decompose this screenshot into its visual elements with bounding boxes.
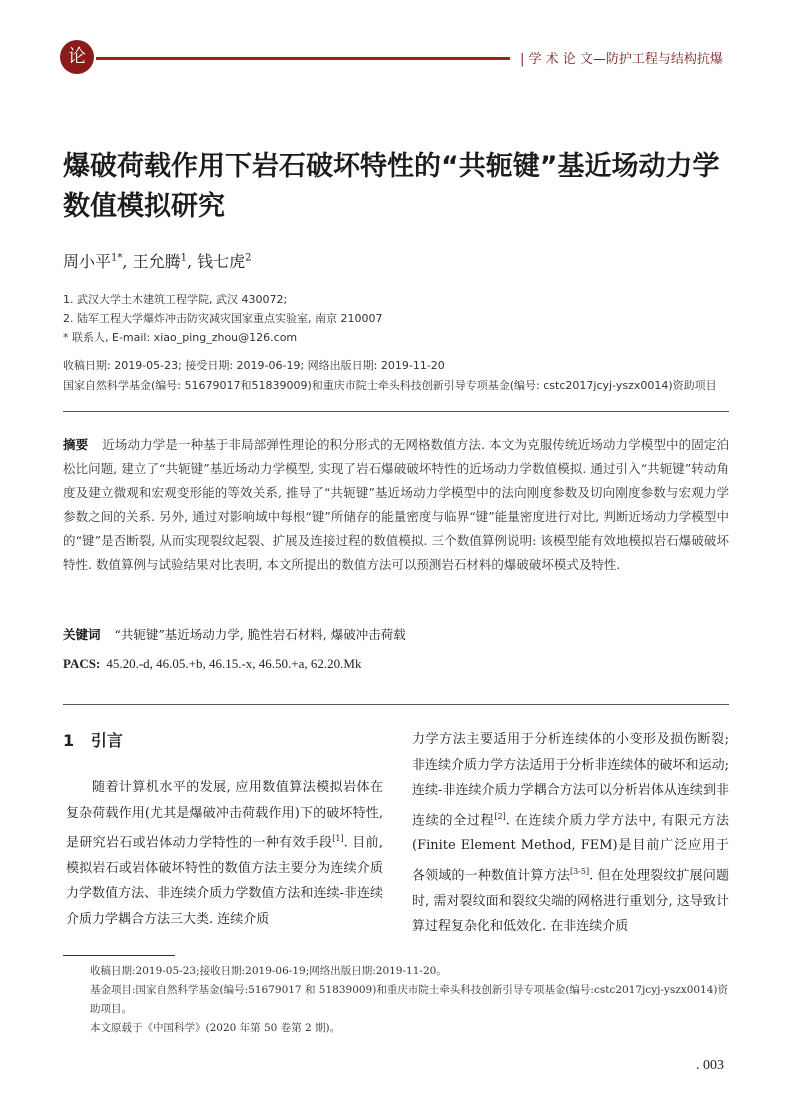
footnote-rule [63, 955, 175, 956]
author-name: 周小平 [63, 252, 112, 271]
body-column-right [412, 727, 729, 940]
citation: [2] [494, 811, 506, 821]
author-mark: 1 [180, 252, 187, 264]
footnote-source: 本文原载于《中国科学》(2020 年第 50 卷第 2 期)。 [90, 1022, 341, 1034]
affiliation-2: 2. 陆军工程大学爆炸冲击防灾减灾国家重点实验室, 南京 210007 [63, 312, 383, 325]
author-list: 周小平$^{1*}$, 王允腾$^1$, 钱七虎$^2$ [63, 252, 252, 271]
divider-top [63, 411, 729, 412]
citation: [3-5] [569, 866, 590, 876]
body-text: . 目前, 模拟岩石或岩体破坏特性的数值方法主要分为连续介质力学数值方法、非连续介质力学数值方法和连续-非连续介质力学耦合方法三大类. 连续介质 [66, 835, 383, 927]
pacs [63, 656, 361, 672]
contact-email: * 联系人, E-mail: xiao_ping_zhou@126.com [63, 331, 298, 344]
section-header: | 学 术 论 文—防护工程与结构抗爆 [520, 52, 723, 67]
paper-title: 爆破荷载作用下岩石破坏特性的“共轭键”基近场动力学数值模拟研究 [63, 151, 720, 222]
author-name: 王允腾 [132, 252, 181, 271]
abstract [63, 433, 729, 577]
section-heading [63, 728, 123, 751]
affiliation-1: 1. 武汉大学土木建筑工程学院, 武汉 430072; [63, 293, 288, 306]
keywords [63, 625, 406, 643]
body-text: 力学方法主要适用于分析连续体的小变形及损伤断裂; 非连续介质力学方法适用于分析非连续体的破坏和运动; 连续-非连续介质力学耦合方法可以分析岩体从连续到非连续的全过程 [412, 732, 729, 828]
page-number: . 003 [696, 1058, 724, 1073]
abstract-label: 摘要 [63, 437, 89, 452]
author-mark: 1* [111, 252, 123, 264]
keywords-text: “共轭键”基近场动力学, 脆性岩石材料, 爆破冲击荷载 [114, 627, 406, 642]
body-column-left [66, 775, 383, 932]
citation: [1] [332, 834, 344, 843]
keywords-label: 关键词 [63, 627, 101, 642]
divider-bottom [63, 704, 729, 705]
pacs-label: PACS: [63, 656, 101, 671]
body-text: . 在连续介质力学方法中, 有限元方法(Finite Element Method, FEM)是目前广泛应用于各领域的一种数值计算方法 [412, 812, 729, 884]
funding-info: 国家自然科学基金(编号: 51679017和51839009)和重庆市院士牵头科技创新引导专项基金(编号: cstc2017jcyj-yszx0014)资助项目 [63, 379, 717, 392]
author-name: 钱七虎 [197, 252, 246, 271]
footnote-funding: 基金项目:国家自然科学基金(编号:51679017 和 51839009)和重庆市院士牵头科技创新引导专项基金(编号:cstc2017jcyj-yszx0014)资助项目。 [90, 984, 729, 1015]
author-mark: 2 [245, 252, 252, 264]
publication-dates: 收稿日期: 2019-05-23; 接受日期: 2019-06-19; 网络出版日期: 2019-11-20 [63, 359, 445, 372]
body-text: 随着计算机水平的发展, 应用数值算法模拟岩体在复杂荷载作用(尤其是爆破冲击荷载作用)下的破坏特性, 是研究岩石或岩体动力学特性的一种有效手段 [66, 780, 383, 851]
journal-logo: 论 [60, 40, 94, 74]
pacs-codes: 45.20.-d, 46.05.+b, 46.15.-x, 46.50.+a, 62.20.Mk [106, 656, 362, 671]
footnote-dates: 收稿日期:2019-05-23;接收日期:2019-06-19;网络出版日期:2019-11-20。 [90, 965, 447, 977]
body-text: . 但在处理裂纹扩展问题时, 需对裂纹面和裂纹尖端的网格进行重划分, 这导致计算过程复杂化和低效化. 在非连续介质 [412, 868, 729, 935]
section-title: 引言 [90, 731, 123, 750]
section-number: 1 [63, 731, 75, 750]
abstract-text: 近场动力学是一种基于非局部弹性理论的积分形式的无网格数值方法. 本文为克服传统近场动力学模型中的固定泊松比问题, 建立了“共轭键”基近场动力学模型, 实现了岩石爆破破坏特性的近场动力学数值模拟. 通过引入“共轭键”转动角度及建立微观和宏观变形能的等效关系, 推导了“共轭键”基近场动力学模型中的法向刚度参数及切向刚度参数与宏观力学参数之间的关系. 另外, 通过对影响域中每根“键”所储存的能量密度与临界“键”能量密度进行对比, 判断近场动力学模型中的“键”是否断裂, 从而实现裂纹起裂、扩展及连接过程的数值模拟. 三个数值算例说明: 该模型能有效地模拟岩石爆破破坏特性. 数值算例与试验结果对比表明, 本文所提出的数值方法可以预测岩石材料的爆破破坏模式及特性. [63, 437, 729, 572]
header-rule [96, 57, 510, 60]
